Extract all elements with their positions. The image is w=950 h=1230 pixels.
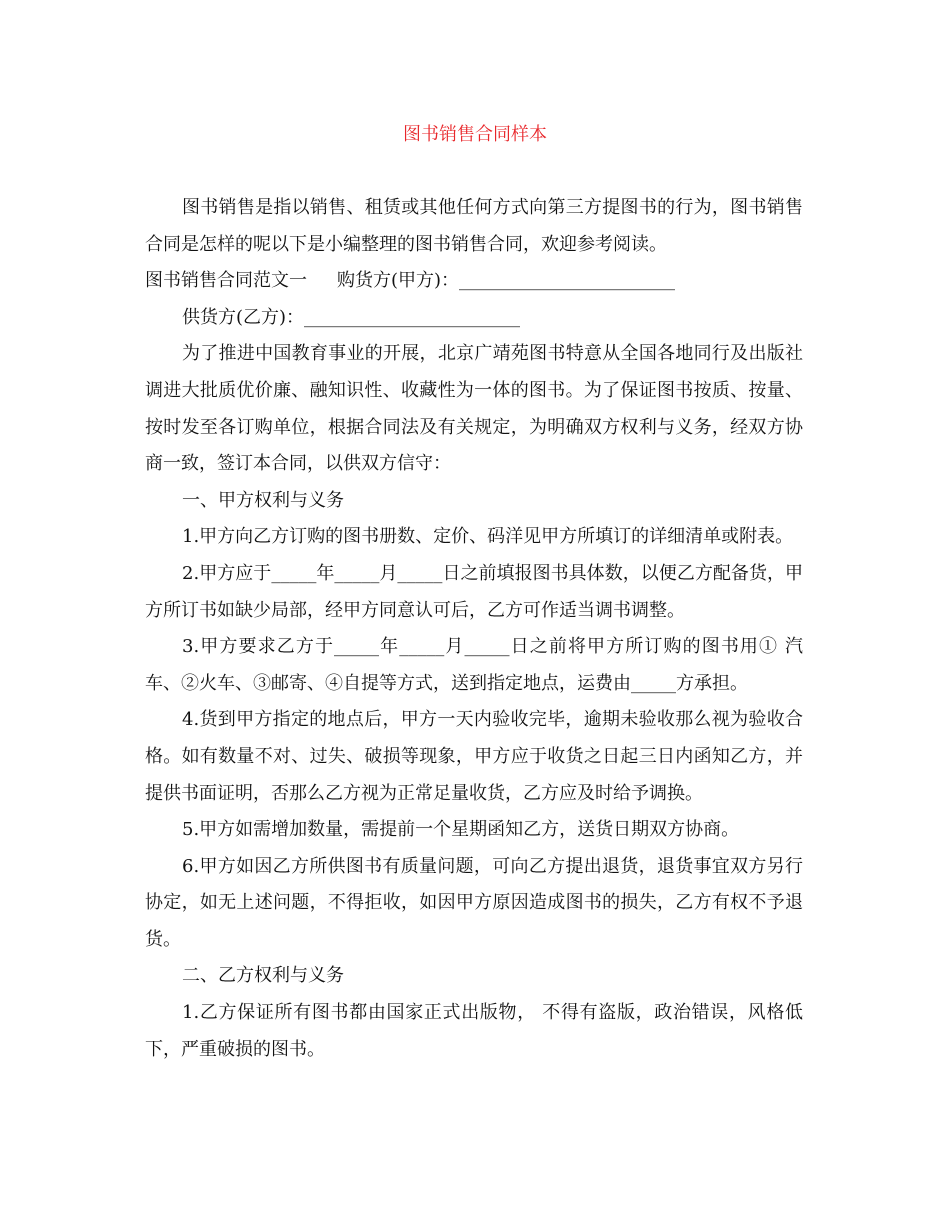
clause-a-4: 4.货到甲方指定的地点后，甲方一天内验收完毕，逾期未验收那么视为验收合格。如有数量不对、过失、破损等现象，甲方应于收货之日起三日内函知乙方，并提供书面证明，否那么乙方视为正常足量收货，乙方应及时给予调换。 [145, 709, 803, 804]
document-title: 图书销售合同样本 [403, 124, 547, 145]
buyer-line: 购货方(甲方)：________________________ [337, 270, 676, 292]
clause-b-1: 1.乙方保证所有图书都由国家正式出版物， 不得有盗版，政治错误，风格低下，严重破损的图书。 [145, 1002, 803, 1060]
supplier-line: 供货方(乙方)：________________________ [182, 306, 521, 328]
clause-a-5: 5.甲方如需增加数量，需提前一个星期函知乙方，送货日期双方协商。 [182, 819, 740, 841]
preamble-paragraph: 为了推进中国教育事业的开展，北京广靖苑图书特意从全国各地同行及出版社调进大批质优价廉、融知识性、收藏性为一体的图书。为了保证图书按质、按量、按时发至各订购单位，根据合同法及有关规定，为明确双方权利与义务，经双方协商一致，签订本合同，以供双方信守： [145, 343, 803, 475]
clause-a-1: 1.甲方向乙方订购的图书册数、定价、码洋见甲方所填订的详细清单或附表。 [182, 526, 794, 548]
section-heading-party-b: 二、乙方权利与义务 [182, 965, 344, 987]
sample-heading: 图书销售合同范文一 [145, 270, 307, 292]
section-heading-party-a: 一、甲方权利与义务 [182, 489, 344, 511]
clause-a-3: 3.甲方要求乙方于_____年_____月_____日之前将甲方所订购的图书用① 汽车、②火车、③邮寄、④自提等方式，送到指定地点，运费由_____方承担。 [145, 636, 803, 694]
clause-a-2: 2.甲方应于_____年_____月_____日之前填报图书具体数，以便乙方配备货，甲方所订书如缺少局部，经甲方同意认可后，乙方可作适当调书调整。 [145, 562, 803, 621]
buyer-line-row [145, 263, 803, 300]
intro-paragraph: 图书销售是指以销售、租赁或其他任何方式向第三方提图书的行为，图书销售合同是怎样的呢以下是小编整理的图书销售合同，欢迎参考阅读。 [145, 197, 803, 255]
clause-a-6: 6.甲方如因乙方所供图书有质量问题，可向乙方提出退货，退货事宜双方另行协定，如无上述问题，不得拒收，如因甲方原因造成图书的损失，乙方有权不予退货。 [145, 855, 803, 950]
document-body [145, 190, 803, 1068]
